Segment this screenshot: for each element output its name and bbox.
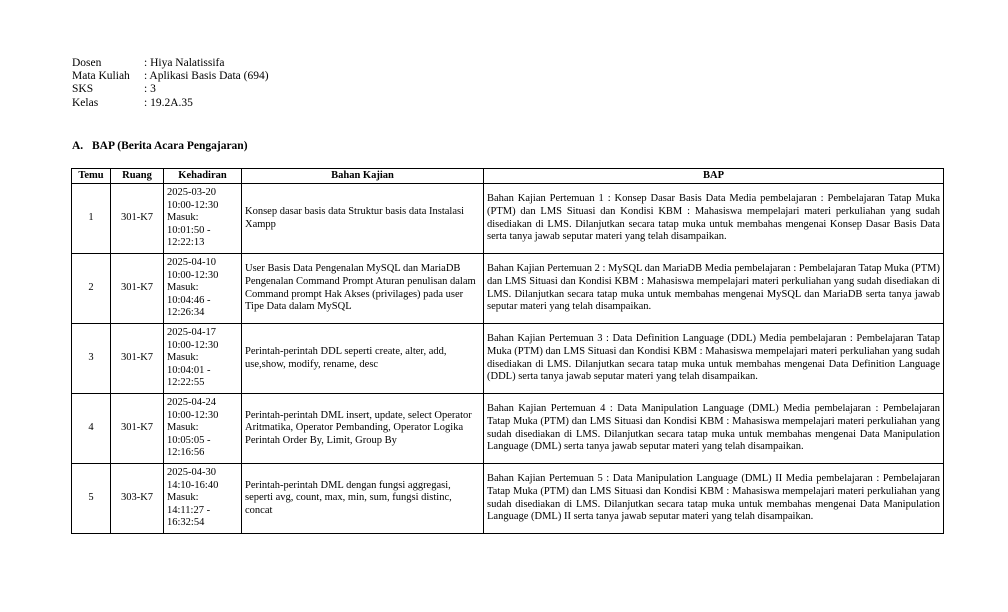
- info-label: SKS: [72, 83, 94, 96]
- section-letter: A.: [72, 140, 84, 152]
- info-label: Mata Kuliah: [72, 70, 130, 83]
- cell-temu: 1: [72, 184, 111, 254]
- cell-bahan-kajian: Perintah-perintah DML dengan fungsi aggregasi, seperti avg, count, max, min, sum, fungsi distinc, concat: [242, 464, 484, 534]
- info-row-kelas: [72, 97, 269, 110]
- cell-temu: 5: [72, 464, 111, 534]
- cell-bap: [484, 184, 944, 254]
- cell-bap: [484, 254, 944, 324]
- info-label: Kelas: [72, 96, 99, 109]
- header-bap: BAP: [484, 169, 944, 184]
- bap-text: Bahan Kajian Pertemuan 5 : Data Manipulation Language (DML) II Media pembelajaran : Pembelajaran Tatap Muka (PTM) dan LMS Situasi dan Kondisi KBM : Mahasiswa mempelajari materi perkuliahan yang sudah disediakan di LMS. Dilanjutkan secara tatap muka untuk membahas mengenai Data Manipulation Language (DML) II serta tanya jawab seputar materi yang telah disampaikan.: [487, 473, 940, 523]
- cell-temu: 4: [72, 394, 111, 464]
- header-bahan-kajian: Bahan Kajian: [242, 169, 484, 184]
- info-row-mata-kuliah: [72, 70, 269, 83]
- bap-text: Bahan Kajian Pertemuan 1 : Konsep Dasar Basis Data Media pembelajaran : Pembelajaran Tatap Muka (PTM) dan LMS Situasi dan Kondisi KBM : Mahasiswa mempelajari materi perkuliahan yang sudah disediakan di LMS. Dilanjutkan secara tatap muka untuk membahas mengenai Konsep Dasar Basis Data serta tanya jawab seputar materi yang telah disampaikan.: [487, 193, 940, 243]
- table-row: [72, 394, 944, 464]
- table-row: [72, 324, 944, 394]
- info-row-dosen: [72, 57, 269, 70]
- info-value: : Aplikasi Basis Data (694): [144, 70, 269, 83]
- cell-bahan-kajian: Perintah-perintah DML insert, update, select Operator Aritmatika, Operator Pembanding, Operator Logika Perintah Order By, Limit, Group By: [242, 394, 484, 464]
- cell-kehadiran: 2025-03-20 10:00-12:30 Masuk: 10:01:50 - 12:22:13: [164, 184, 242, 254]
- cell-ruang: 303-K7: [111, 464, 164, 534]
- cell-ruang: 301-K7: [111, 184, 164, 254]
- cell-kehadiran: 2025-04-10 10:00-12:30 Masuk: 10:04:46 - 12:26:34: [164, 254, 242, 324]
- cell-kehadiran: 2025-04-24 10:00-12:30 Masuk: 10:05:05 - 12:16:56: [164, 394, 242, 464]
- cell-temu: 2: [72, 254, 111, 324]
- cell-bap: [484, 464, 944, 534]
- info-value: : 19.2A.35: [144, 96, 193, 109]
- section-title: BAP (Berita Acara Pengajaran): [92, 140, 248, 152]
- bap-text: Bahan Kajian Pertemuan 3 : Data Definition Language (DDL) Media pembelajaran : Pembelajaran Tatap Muka (PTM) dan LMS Situasi dan Kondisi KBM : Mahasiswa mempelajari materi perkuliahan yang sudah disediakan di LMS. Dilanjutkan secara tatap muka untuk membahas mengenai Data Definition Language (DDL) serta tanya jawab seputar materi yang telah disampaikan.: [487, 333, 940, 383]
- cell-kehadiran: 2025-04-17 10:00-12:30 Masuk: 10:04:01 - 12:22:55: [164, 324, 242, 394]
- section-heading: [72, 140, 248, 152]
- table-header-row: [72, 169, 944, 184]
- cell-ruang: 301-K7: [111, 324, 164, 394]
- table-row: [72, 254, 944, 324]
- cell-kehadiran: 2025-04-30 14:10-16:40 Masuk: 14:11:27 - 16:32:54: [164, 464, 242, 534]
- table-row: [72, 464, 944, 534]
- info-row-sks: [72, 83, 269, 96]
- cell-temu: 3: [72, 324, 111, 394]
- cell-bap: [484, 324, 944, 394]
- header-temu: Temu: [72, 169, 111, 184]
- cell-bahan-kajian: Konsep dasar basis data Struktur basis data Instalasi Xampp: [242, 184, 484, 254]
- table-row: [72, 184, 944, 254]
- cell-bahan-kajian: Perintah-perintah DDL seperti create, alter, add, use,show, modify, rename, desc: [242, 324, 484, 394]
- cell-bahan-kajian: User Basis Data Pengenalan MySQL dan MariaDB Pengenalan Command Prompt Aturan penulisan dalam Command prompt Hak Akses (privilages) pada user Tipe Data dalam MySQL: [242, 254, 484, 324]
- info-value: : 3: [144, 83, 156, 96]
- info-label: Dosen: [72, 57, 102, 69]
- header-ruang: Ruang: [111, 169, 164, 184]
- bap-text: Bahan Kajian Pertemuan 2 : MySQL dan MariaDB Media pembelajaran : Pembelajaran Tatap Muka (PTM) dan LMS Situasi dan Kondisi KBM : Mahasiswa mempelajari materi perkuliahan yang sudah disediakan di LMS. Dilanjutkan secara tatap muka untuk membahas mengenai MySQL dan MariaDB serta tanya jawab seputar materi yang telah disampaikan.: [487, 263, 940, 313]
- bap-text: Bahan Kajian Pertemuan 4 : Data Manipulation Language (DML) Media pembelajaran : Pembelajaran Tatap Muka (PTM) dan LMS Situasi dan Kondisi KBM : Mahasiswa mempelajari materi perkuliahan yang sudah disediakan di LMS. Dilanjutkan secara tatap muka untuk membahas mengenai Data Manipulation Language (DML) serta tanya jawab seputar materi yang telah disampaikan.: [487, 403, 940, 453]
- cell-bap: [484, 394, 944, 464]
- bap-table: [71, 168, 944, 534]
- cell-ruang: 301-K7: [111, 394, 164, 464]
- course-info: [72, 57, 269, 110]
- cell-ruang: 301-K7: [111, 254, 164, 324]
- header-kehadiran: Kehadiran: [164, 169, 242, 184]
- info-value: : Hiya Nalatissifa: [144, 57, 225, 69]
